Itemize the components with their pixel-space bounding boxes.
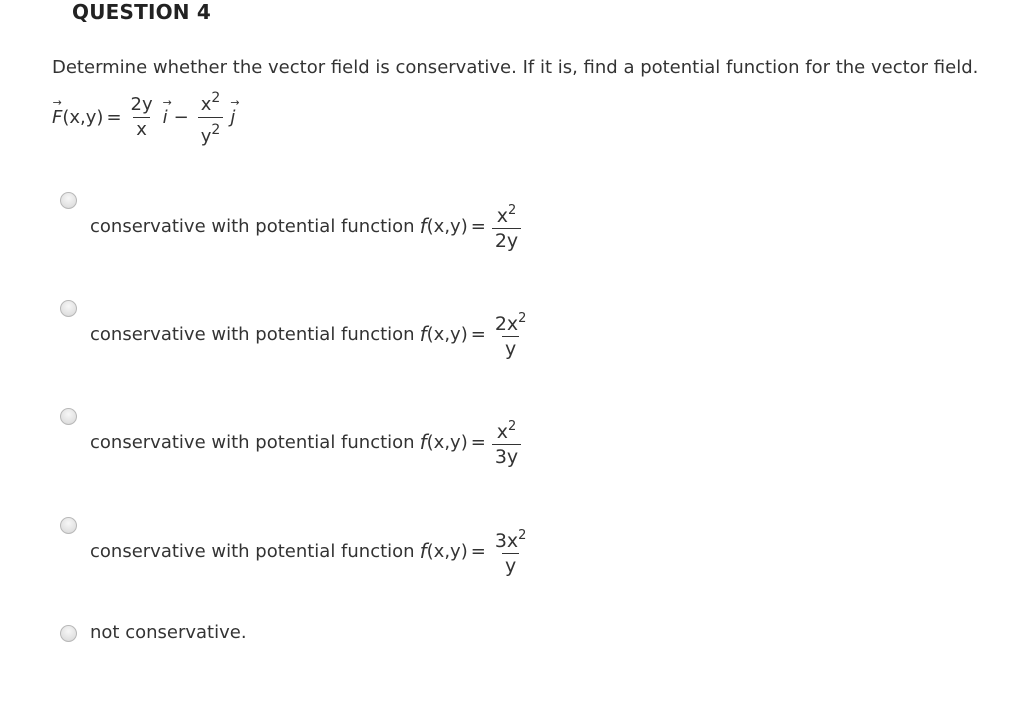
option-4-equals: =	[470, 540, 486, 562]
vector-F	[52, 96, 63, 128]
radio-button-1[interactable]	[60, 192, 77, 209]
option-2-denominator: y	[502, 336, 519, 361]
option-4-numerator: $3x^2$	[494, 528, 527, 552]
option-4-label: conservative with potential function	[90, 540, 415, 562]
term1-denominator: x	[133, 117, 150, 142]
option-3-equals: =	[470, 431, 486, 453]
radio-button-4[interactable]	[60, 517, 77, 534]
option-1-numerator: $x^2$	[496, 203, 517, 227]
vector-F-symbol: F	[52, 107, 63, 128]
option-4-fraction	[492, 524, 530, 578]
option-3-args: (x,y)	[426, 431, 468, 453]
question-prompt: Determine whether the vector field is conservative. If it is, find a potential function for the vector field.	[52, 57, 979, 78]
option-3-label: conservative with potential function	[90, 431, 415, 453]
option-4-denominator: y	[502, 553, 519, 578]
vector-arrow: →	[52, 96, 62, 109]
option-4-func: f	[419, 539, 427, 563]
option-5-label: not conservative.	[90, 622, 247, 643]
term2-fraction	[198, 86, 224, 149]
term2-denominator: $y^2$	[198, 117, 224, 149]
option-1-func: f	[419, 214, 427, 238]
option-1-equals: =	[470, 215, 486, 237]
option-1-fraction	[492, 199, 521, 253]
option-1-args: (x,y)	[426, 215, 468, 237]
option-2-label: conservative with potential function	[90, 323, 415, 345]
option-3-numerator: $x^2$	[496, 419, 517, 443]
option-2-equals: =	[470, 323, 486, 345]
option-2-args: (x,y)	[426, 323, 468, 345]
term1-fraction	[128, 93, 156, 142]
radio-button-3[interactable]	[60, 408, 77, 425]
option-2-numerator: $2x^2$	[494, 311, 527, 335]
vector-F-args: (x,y)	[62, 107, 104, 128]
option-3-fraction	[492, 415, 521, 469]
minus-operator: −	[173, 107, 189, 128]
option-1-denominator: 2y	[492, 228, 521, 253]
option-1-label: conservative with potential function	[90, 215, 415, 237]
equals-sign: =	[106, 107, 122, 128]
option-3-denominator: 3y	[492, 444, 521, 469]
option-2-func: f	[419, 322, 427, 346]
term1-numerator: 2y	[130, 94, 153, 115]
unit-vector-j: → j	[230, 96, 240, 128]
question-heading: QUESTION 4	[72, 0, 212, 24]
option-2-fraction	[492, 307, 530, 361]
option-4-args: (x,y)	[426, 540, 468, 562]
radio-button-5[interactable]	[60, 625, 77, 642]
vector-field-expression	[52, 86, 240, 149]
term2-numerator: $x^2$	[200, 90, 221, 115]
option-3-func: f	[419, 430, 427, 454]
radio-button-2[interactable]	[60, 300, 77, 317]
unit-vector-i: → i	[162, 96, 172, 128]
